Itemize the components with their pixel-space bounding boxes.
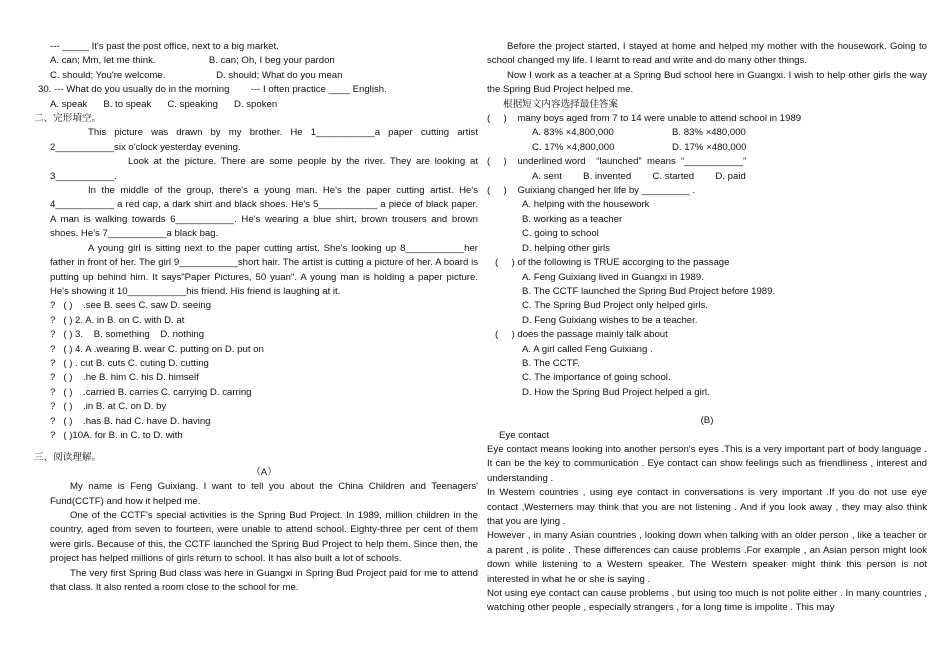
option: C. going to school <box>522 228 599 240</box>
instruction: 根据短文内容选择最佳答案 <box>503 98 619 110</box>
cloze-paragraph: Look at the picture. There are some people by the river. They are looking at 3___________. <box>50 156 478 182</box>
option: C. 17% ×4,800,000 <box>532 141 615 153</box>
question-1: ( ) many boys aged from 7 to 14 were unable to attend school in 1989 <box>487 113 802 125</box>
cloze-paragraph: In the middle of the group, there's a young man. He's the paper cutting artist. He's 4___________ a red cap, a dark shirt and black shoes. He's 5___________ a piece of black paper. A man is walking towards 6___________. He's wearing a blue shirt, brown trousers and brown shoes. He's 7___________a black bag. <box>50 185 478 240</box>
cloze-option: ? ( ) .he B. him C. his D. himself <box>50 372 199 384</box>
question-5: ( ) does the passage mainly talk about <box>495 329 668 341</box>
cloze-paragraph: A young girl is sitting next to the paper cutting artist. She's looking up 8___________her father in front of her. The girl 9___________short hair. The artist is cutting a picture of her. A board is putting up behind him. It says"Paper Pictures, 50 yuan". A young man is holding a paper picture. He's showing it 10___________his friend. His friend is laughing at it. <box>50 242 478 297</box>
cloze-option: ? ( ) .has B. had C. have D. having <box>50 415 211 427</box>
cloze-option: ? ( )10A. for B. in C. to D. with <box>50 429 183 441</box>
reading-heading: 三、阅读理解。 <box>34 452 102 464</box>
options-row <box>487 141 927 155</box>
left-column <box>34 40 478 595</box>
passage-paragraph: In Western countries , using eye contact in conversations is very important .If you do not use eye contact ,Westerners may think that you are not listening . And if you look away , they may also think that you are lying . <box>487 487 927 527</box>
option: B. The CCTF. <box>522 357 580 369</box>
passage-paragraph: Eye contact means looking into another person's eyes .This is a very important part of body language . It can be the key to communication . Eye contact can show feelings such as friendliness , interest and understanding . <box>487 443 927 484</box>
dialog-line: --- _____ It's past the post office, next to a big market. <box>50 41 279 52</box>
option: B. The CCTF launched the Spring Bud Project before 1989. <box>522 285 776 297</box>
option: B. 83% ×480,000 <box>672 127 746 139</box>
option: B. working as a teacher <box>522 213 623 225</box>
option: D. 17% ×480,000 <box>672 141 747 153</box>
passage-b-label: (B) <box>700 415 714 427</box>
option-line: C. should; You're welcome. D. should; What do you mean <box>50 69 343 81</box>
question-3: ( ) Guixiang changed her life by _________ . <box>487 185 695 197</box>
cloze-option: ? ( ) 4. A .wearing B. wear C. putting on D. put on <box>50 343 264 355</box>
passage-paragraph: Now I work as a teacher at a Spring Bud school here in Guangxi. I wish to help other girls the way the Spring Bud Project helped me. <box>487 69 927 96</box>
option: A. helping with the housework <box>522 199 650 211</box>
passage-paragraph: However , in many Asian countries , looking down when talking with an older person , like a teacher or a parent , is polite . These differences can cause problems .For example , an Asian person might look down while listening to a Western speaker. The Western speaker might think this person is not interested in what he or she is saying . <box>487 530 927 585</box>
option: A. A girl called Feng Guixiang . <box>522 343 653 355</box>
option: A. 83% ×4,800,000 <box>532 127 614 139</box>
question-30: 30. --- What do you usually do in the morning --- I often practice ____ English. <box>38 84 387 96</box>
cloze-option: ? ( ) .carried B. carries C. carrying D. carring <box>50 386 252 398</box>
cloze-option: ? ( ) 2. A. in B. on C. with D. at <box>50 314 185 326</box>
option: D. How the Spring Bud Project helped a girl. <box>522 386 710 398</box>
option: A. Feng Guixiang lived in Guangxi in 1989. <box>522 271 704 283</box>
options-row <box>487 126 927 140</box>
option: D. helping other girls <box>522 242 610 254</box>
cloze-heading: 二、完形填空。 <box>34 113 102 125</box>
options-row: A. sent B. invented C. started D. paid <box>532 170 746 182</box>
passage-paragraph: Before the project started, I stayed at home and helped my mother with the housework. Going to school changed my life. I learnt to read and write and do many other things. <box>487 41 927 67</box>
passage-b-title: Eye contact <box>499 429 550 441</box>
option-line: A. can; Mm, let me think. B. can; Oh, I beg your pardon <box>50 55 335 67</box>
cloze-option: ? ( ) .in B. at C. on D. by <box>50 401 167 413</box>
passage-paragraph: My name is Feng Guixiang. I want to tell you about the China Children and Teenagers' Fund(CCTF) and how it helped me. <box>50 481 478 507</box>
option: D. Feng Guixiang wishes to be a teacher. <box>522 314 698 326</box>
cloze-option: ? ( ) .see B. sees C. saw D. seeing <box>50 300 212 312</box>
passage-paragraph: Not using eye contact can cause problems , but using too much is not polite either . In many countries , watching other people , especially strangers , for a long time is impolite . This may <box>487 588 927 614</box>
cloze-option: ? ( ) . cut B. cuts C. cuting D. cutting <box>50 357 209 369</box>
question-2: ( ) underlined word “launched” means “___________” <box>487 156 747 168</box>
option-line: A. speak B. to speak C. speaking D. spoken <box>50 98 278 110</box>
passage-a-label: （A） <box>251 466 277 478</box>
right-column <box>487 40 927 616</box>
question-4: ( ) of the following is TRUE accorging to the passage <box>495 257 730 269</box>
passage-paragraph: One of the CCTF's special activities is the Spring Bud Project. In 1989, million children in the country, aged from seven to fourteen, were unable to attend school. Eighty-three per cent of them were girls. Because of this, the CCTF launched the Spring Bud Project to help them. Since then, the project has helped millions of girls return to school. It has also built a lot of schools. <box>50 510 478 565</box>
cloze-paragraph: This picture was drawn by my brother. He 1___________a paper cutting artist 2___________six o'clock yesterday evening. <box>50 127 478 153</box>
option: C. The importance of going school. <box>522 372 671 384</box>
passage-paragraph: The very first Spring Bud class was here in Guangxi in Spring Bud Project paid for me to attend that class. It also rented a room close to the school for me. <box>50 567 478 594</box>
option: C. The Spring Bud Project only helped girls. <box>522 300 708 312</box>
cloze-option: ? ( ) 3. B. something D. nothing <box>50 329 205 341</box>
